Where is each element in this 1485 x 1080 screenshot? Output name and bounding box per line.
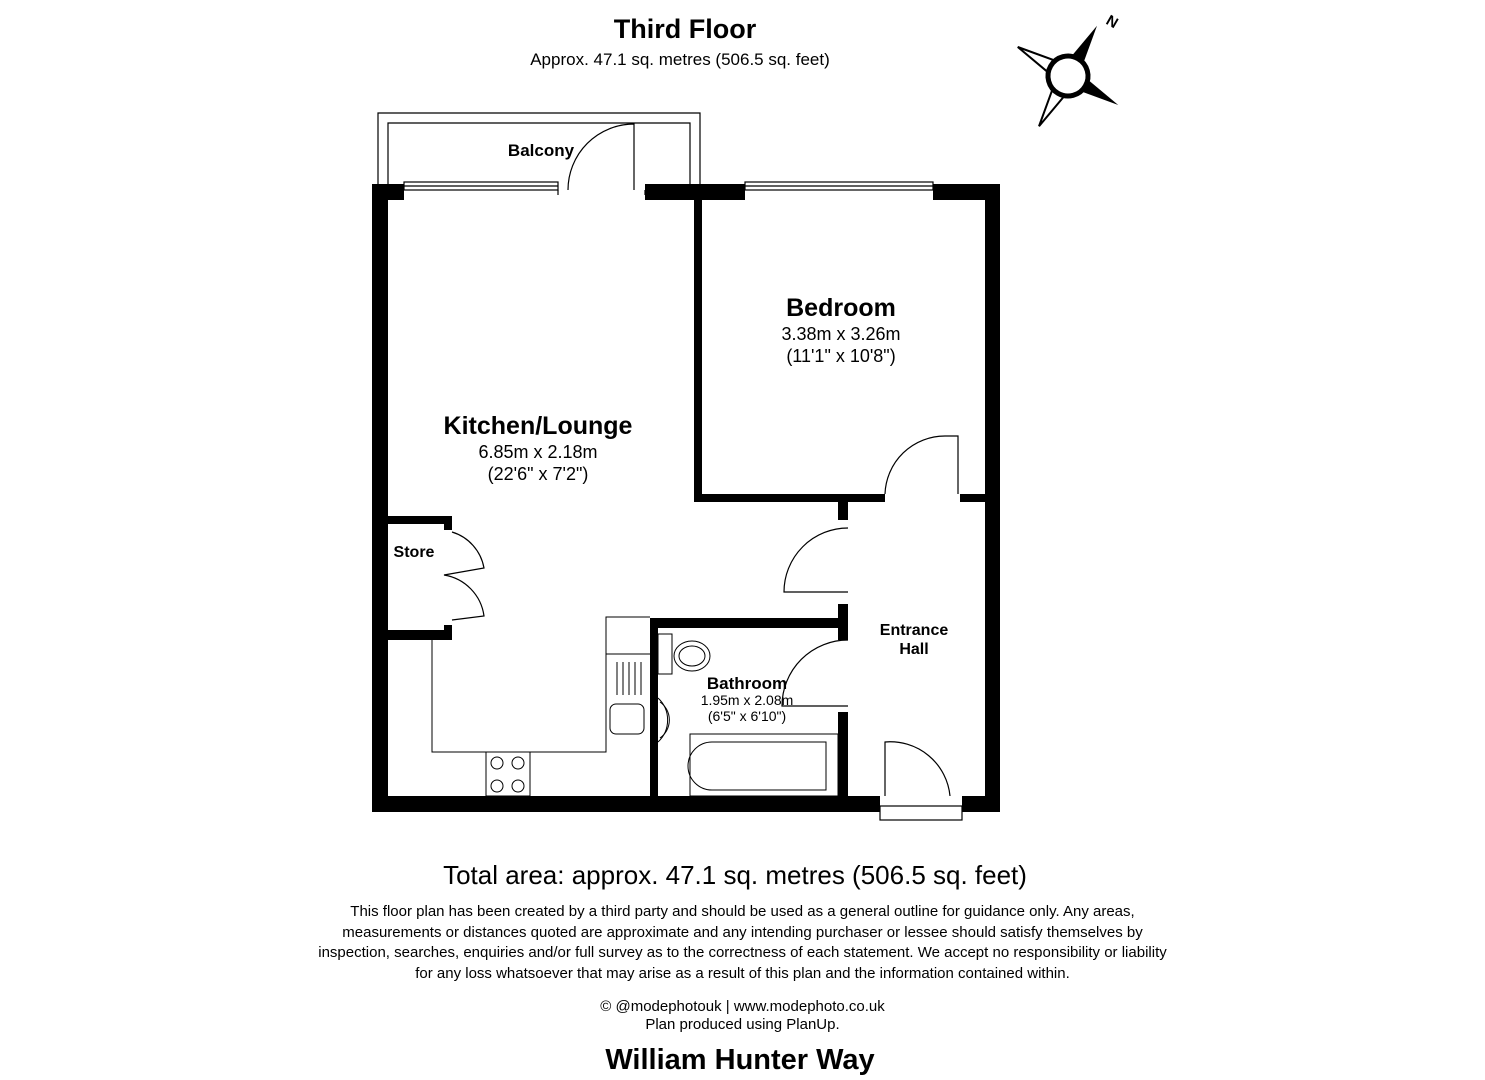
kitchen-metric: 6.85m x 2.18m [478,442,598,462]
bedroom-label: Bedroom [786,294,896,322]
address: William Hunter Way [605,1044,875,1076]
sink-drainer [617,662,641,695]
disclaimer-line: inspection, searches, enquiries and/or full survey as to the correctness of each statement. We accept no responsibility or liability [318,944,1167,961]
hall-label-1: Entrance [879,622,949,639]
credit: © @modephotouk | www.modephoto.co.uk [600,998,885,1015]
bathroom-metric: 1.95m x 2.08m [700,692,794,708]
disclaimer [0,902,1485,984]
floor-area: Approx. 47.1 sq. metres (506.5 sq. feet) [530,50,830,69]
store-label: Store [393,544,435,561]
disclaimer-line: for any loss whatsoever that may arise as a result of this plan and the information contained within. [415,964,1070,982]
hall-label-2: Hall [899,641,929,658]
compass-north: N [1103,11,1121,33]
compass-icon [989,0,1147,155]
balcony-label: Balcony [507,141,575,160]
produced-by: Plan produced using PlanUp. [645,1016,840,1033]
walls [372,184,1000,812]
floor-title: Third Floor [613,14,757,44]
disclaimer-line: measurements or distances quoted are approximate and any intending purchaser or lessee should satisfy themselves by [342,923,1143,941]
kitchen-imperial: (22'6" x 7'2") [487,464,589,484]
bedroom-imperial: (11'1" x 10'8") [786,346,896,366]
disclaimer-line: This floor plan has been created by a third party and should be used as a general outline for guidance only. Any areas, [350,903,1135,920]
kitchen-label: Kitchen/Lounge [443,412,633,440]
bedroom-metric: 3.38m x 3.26m [781,324,901,344]
bathroom-imperial: (6'5" x 6'10") [707,708,787,724]
total-area: Total area: approx. 47.1 sq. metres (506.5 sq. feet) [443,860,1027,890]
bathroom-label: Bathroom [706,674,788,693]
